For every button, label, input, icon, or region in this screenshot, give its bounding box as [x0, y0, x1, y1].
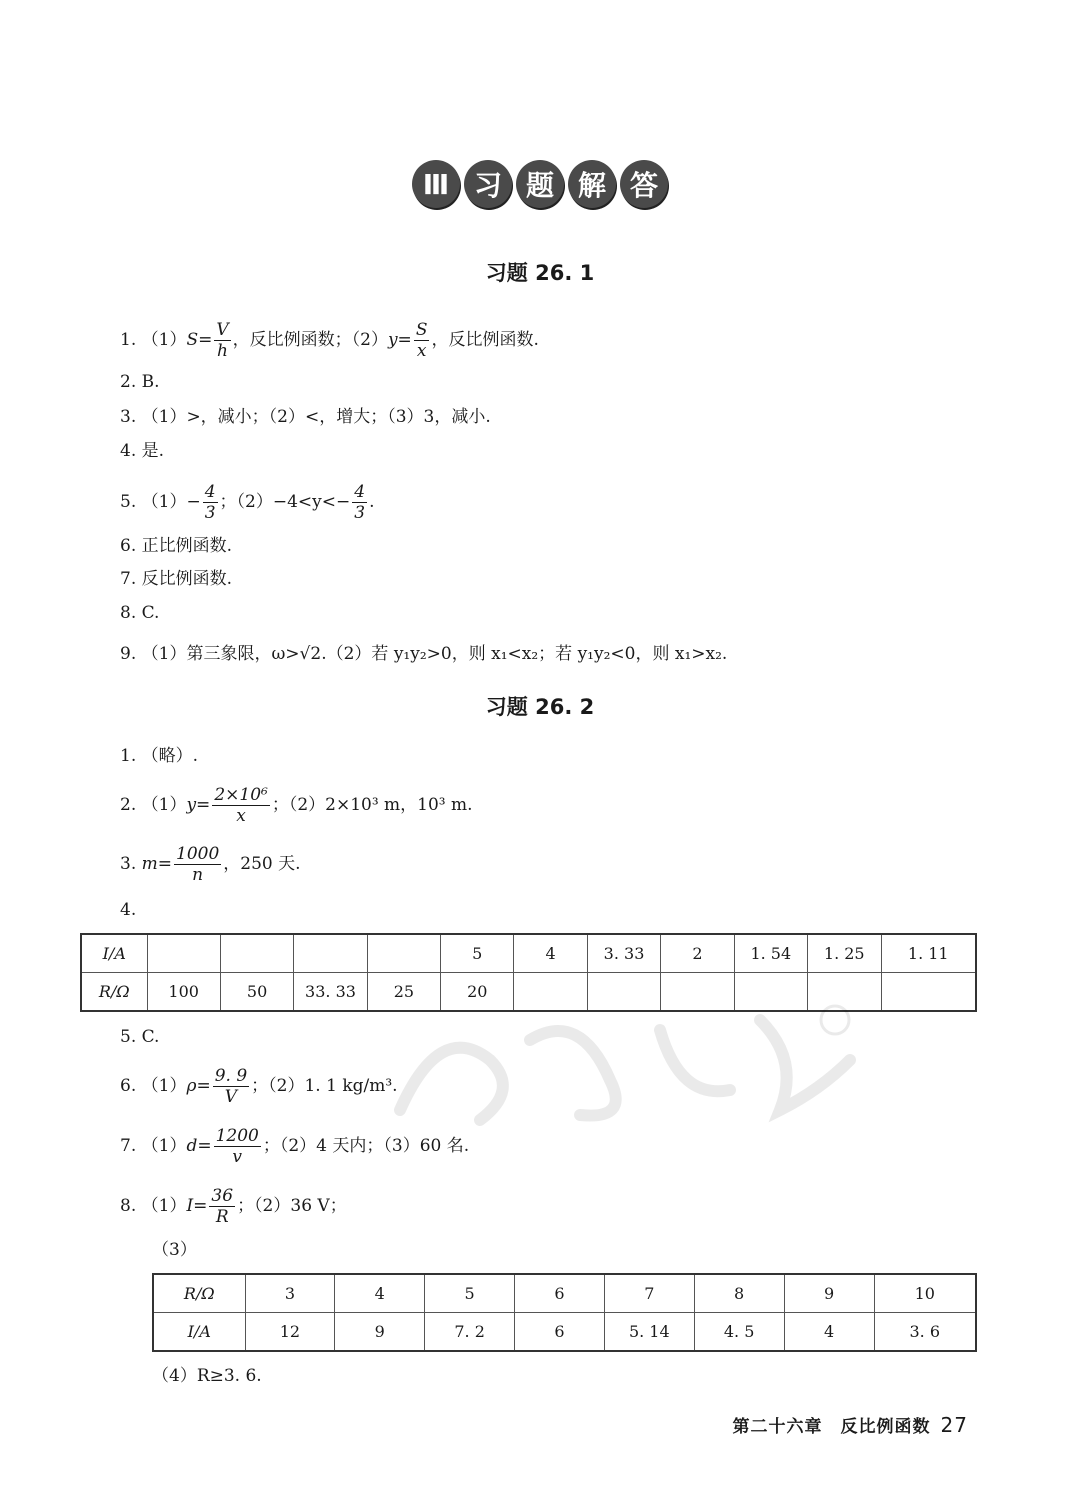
banner-char-3: 题: [516, 160, 564, 208]
table-cell: 25: [367, 973, 440, 1012]
answer-1-1: 1. （1）S= $\frac{V}{h}$ ，反比例函数；（2）y= $\frac{S}{x}$ ，反比例函数.: [120, 320, 539, 361]
answer-1-6: 6. 正比例函数.: [120, 536, 233, 556]
table-cell: 1. 54: [734, 934, 807, 973]
section-title-26-1: 习题 26. 1: [485, 261, 595, 285]
table-cell: 9: [784, 1274, 874, 1313]
answer-1-8: 8. C.: [120, 603, 160, 623]
table-cell: 4. 5: [694, 1313, 784, 1352]
page-footer: [733, 1412, 968, 1437]
table-cell: [881, 973, 976, 1012]
banner-char-4: 解: [568, 160, 616, 208]
table-cell: 4: [514, 934, 587, 973]
table-cell: 1. 25: [808, 934, 881, 973]
table-cell: [294, 934, 367, 973]
resistance-current-table: [152, 1273, 977, 1352]
table-cell: 3: [245, 1274, 335, 1313]
table-cell: 50: [220, 973, 293, 1012]
answer-2-3: 3. m= $\frac{1000}{n}$ ，250 天.: [120, 844, 301, 885]
table-cell: [147, 934, 220, 973]
answer-2-8-part4: （4）R≥3. 6.: [152, 1366, 262, 1386]
table-cell: 7. 2: [425, 1313, 515, 1352]
table-cell: 2: [661, 934, 734, 973]
table-cell: 4: [335, 1274, 425, 1313]
publisher-watermark-icon: [380, 1000, 860, 1130]
table-cell: [808, 973, 881, 1012]
table-cell: 6: [515, 1313, 605, 1352]
table-row-header: R/Ω: [81, 973, 147, 1012]
table-row-header: R/Ω: [153, 1274, 245, 1313]
table-cell: 3. 33: [587, 934, 660, 973]
table-cell: [661, 973, 734, 1012]
answer-2-4: 4.: [120, 900, 137, 920]
table-cell: 10: [874, 1274, 976, 1313]
table-cell: [367, 934, 440, 973]
table-cell: 5: [425, 1274, 515, 1313]
table1-row: [81, 934, 976, 973]
section-banner: [0, 160, 1080, 208]
banner-char-2: 习: [464, 160, 512, 208]
table-cell: 6: [515, 1274, 605, 1313]
table-cell: [587, 973, 660, 1012]
table-cell: 33. 33: [294, 973, 367, 1012]
table-cell: [734, 973, 807, 1012]
table-cell: 20: [441, 973, 514, 1012]
answer-2-6: 6. （1）ρ= $\frac{9. 9}{V}$ ；（2）1. 1 kg/m³.: [120, 1066, 398, 1107]
table-cell: 4: [784, 1313, 874, 1352]
answer-1-4: 4. 是.: [120, 441, 165, 461]
answer-1-2: 2. B.: [120, 372, 160, 392]
table1-row: [81, 973, 976, 1012]
answer-1-3: 3. （1）>，减小；（2）<，增大；（3）3，减小.: [120, 407, 491, 427]
table-cell: [514, 973, 587, 1012]
answer-1-7: 7. 反比例函数.: [120, 569, 233, 589]
answer-1-5: 5. （1）− $\frac{4}{3}$ ；（2）−4<y<− $\frac{4}{3}$ .: [120, 482, 375, 523]
answer-2-1: 1. （略）.: [120, 746, 199, 766]
page-number: 27: [940, 1413, 968, 1437]
answer-2-7: 7. （1）d= $\frac{1200}{v}$ ；（2）4 天内；（3）60 名.: [120, 1126, 470, 1167]
table-cell: 100: [147, 973, 220, 1012]
section-title-26-2: 习题 26. 2: [485, 695, 595, 719]
table-cell: 3. 6: [874, 1313, 976, 1352]
answer-2-8: 8. （1）I= $\frac{36}{R}$ ；（2）36 V；: [120, 1186, 347, 1227]
table-cell: 1. 11: [881, 934, 976, 973]
banner-char-5: 答: [620, 160, 668, 208]
table-cell: 8: [694, 1274, 784, 1313]
answer-2-2: 2. （1）y= $\frac{\text{2×10⁶}}{x}$ ；（2）2×10³ m，10³ m.: [120, 785, 473, 826]
table-cell: 9: [335, 1313, 425, 1352]
current-resistance-table: [80, 933, 977, 1012]
table-row-header: I/A: [81, 934, 147, 973]
table-row-header: I/A: [153, 1313, 245, 1352]
answer-2-8-part3-label: （3）: [152, 1240, 197, 1260]
chapter-title: 第二十六章 反比例函数: [732, 1417, 931, 1437]
table-cell: 7: [604, 1274, 694, 1313]
answer-1-9: 9. （1）第三象限，ω>√2.（2）若 y₁y₂>0，则 x₁<x₂；若 y₁y₂<0，则 x₁>x₂.: [120, 644, 728, 664]
banner-char-1: Ⅲ: [412, 160, 460, 208]
table-cell: [220, 934, 293, 973]
table-cell: 5. 14: [604, 1313, 694, 1352]
table2-row: [153, 1274, 976, 1313]
table2-row: [153, 1313, 976, 1352]
table-cell: 12: [245, 1313, 335, 1352]
table-cell: 5: [441, 934, 514, 973]
answer-2-5: 5. C.: [120, 1027, 160, 1047]
